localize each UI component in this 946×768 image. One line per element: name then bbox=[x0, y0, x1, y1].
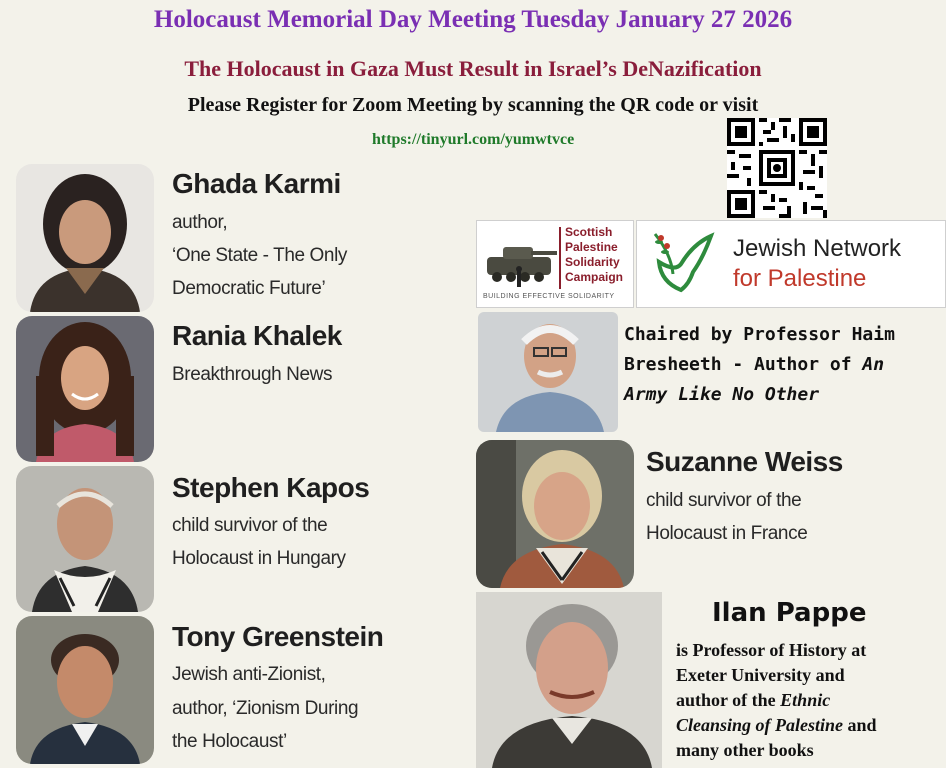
event-subtitle: The Holocaust in Gaza Must Result in Israel’s DeNazification bbox=[184, 56, 762, 81]
speaker-description: Breakthrough News bbox=[172, 364, 333, 385]
tank-icon bbox=[481, 227, 561, 297]
book-title: Army Like No Other bbox=[624, 384, 820, 405]
speaker-name: Ghada Karmi bbox=[172, 168, 341, 199]
pappe-line: many other books bbox=[676, 740, 814, 760]
suzanne-weiss-photo bbox=[476, 440, 634, 588]
speaker-name: Stephen Kapos bbox=[172, 472, 370, 503]
pappe-line bbox=[676, 713, 877, 738]
speaker-name: Ilan Pappe bbox=[712, 598, 867, 628]
pappe-description bbox=[676, 638, 877, 763]
spsc-logo bbox=[476, 220, 634, 308]
qr-code[interactable] bbox=[726, 118, 828, 218]
speaker-description: Democratic Future’ bbox=[172, 278, 326, 299]
tony-greenstein-photo bbox=[16, 616, 154, 764]
chair-line: Chaired by Professor Haim bbox=[624, 324, 895, 345]
spsc-name-line: Solidarity bbox=[565, 255, 620, 269]
dove-icon bbox=[641, 224, 721, 304]
pappe-line: is Professor of History at bbox=[676, 640, 867, 660]
pappe-line-part: and bbox=[843, 715, 877, 735]
pappe-line-part: author of the bbox=[676, 690, 781, 710]
speaker-description: Jewish anti-Zionist, bbox=[172, 664, 326, 685]
chair-line-part: Bresheeth - Author of bbox=[624, 354, 863, 375]
speaker-description: author, bbox=[172, 212, 228, 233]
speaker-description: child survivor of the bbox=[646, 490, 802, 511]
speaker-description: the Holocaust’ bbox=[172, 731, 287, 752]
chair-line bbox=[624, 350, 895, 380]
pappe-line: Exeter University and bbox=[676, 665, 845, 685]
jnp-logo bbox=[636, 220, 946, 308]
jnp-name-line1: Jewish Network bbox=[733, 235, 902, 262]
speaker-name: Suzanne Weiss bbox=[646, 446, 843, 477]
chair-line bbox=[624, 380, 895, 410]
book-title: An bbox=[862, 354, 885, 375]
spsc-name-line: Campaign bbox=[565, 270, 624, 284]
book-title: Ethnic bbox=[780, 690, 831, 710]
speaker-description: child survivor of the bbox=[172, 515, 328, 536]
speaker-description: Holocaust in France bbox=[646, 523, 808, 544]
registration-link[interactable]: https://tinyurl.com/yumwtvce bbox=[372, 131, 575, 148]
speaker-name: Rania Khalek bbox=[172, 320, 342, 351]
haim-bresheeth-photo bbox=[478, 312, 618, 432]
rania-khalek-photo bbox=[16, 316, 154, 462]
spsc-name-line: Palestine bbox=[565, 240, 618, 254]
stephen-kapos-photo bbox=[16, 466, 154, 612]
register-instructions: Please Register for Zoom Meeting by scanning the QR code or visit bbox=[187, 94, 759, 116]
logo-divider bbox=[559, 227, 561, 289]
pappe-line bbox=[676, 688, 877, 713]
chair-info bbox=[624, 320, 895, 410]
spsc-name-line: Scottish bbox=[565, 225, 613, 239]
speaker-name: Tony Greenstein bbox=[172, 621, 384, 652]
spsc-tagline: BUILDING EFFECTIVE SOLIDARITY bbox=[483, 293, 615, 300]
ilan-pappe-photo bbox=[476, 592, 662, 768]
book-title: Cleansing of Palestine bbox=[676, 715, 844, 735]
speaker-description: author, ‘Zionism During bbox=[172, 698, 359, 719]
ghada-karmi-photo bbox=[16, 164, 154, 312]
jnp-name-line2: for Palestine bbox=[733, 265, 867, 292]
speaker-description: ‘One State - The Only bbox=[172, 245, 348, 266]
speaker-description: Holocaust in Hungary bbox=[172, 548, 346, 569]
event-title: Holocaust Memorial Day Meeting Tuesday January 27 2026 bbox=[153, 6, 793, 33]
